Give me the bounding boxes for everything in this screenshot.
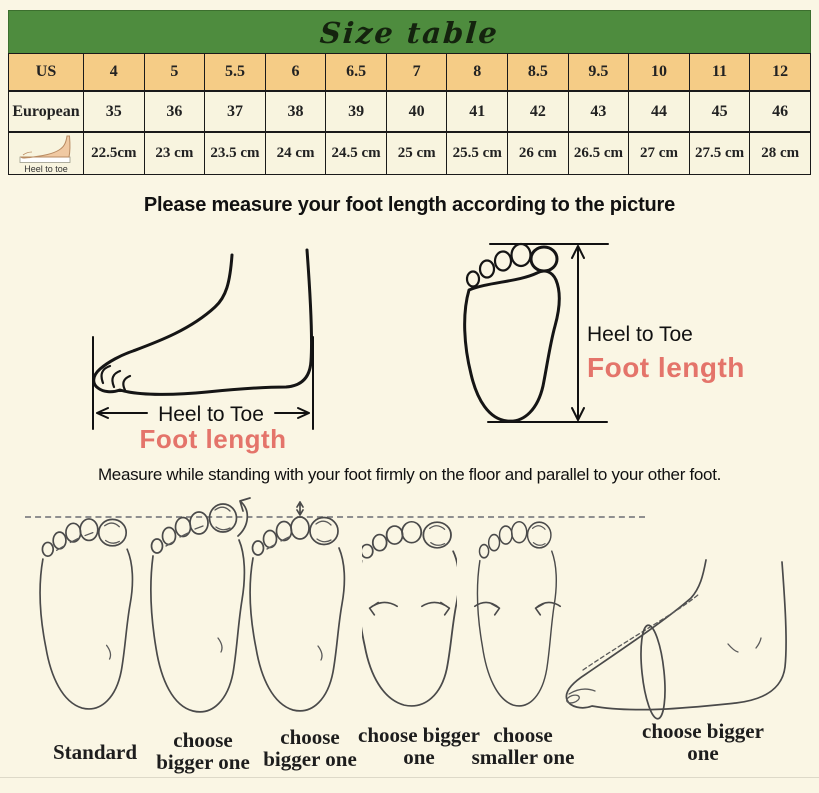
- size-table-banner: [8, 10, 811, 55]
- us-size-cell: 11: [689, 54, 750, 92]
- footprint-toe-over-line: [148, 496, 254, 728]
- footprint-gap-mark: [248, 496, 348, 728]
- eu-size-cell: 36: [144, 91, 205, 132]
- us-row: [9, 54, 811, 92]
- foot-length-label-left: Foot length: [139, 424, 287, 454]
- fit-label-bigger-2: choose bigger one: [263, 725, 357, 771]
- foot-length-label-right: Foot length: [587, 352, 745, 383]
- cm-cell: 23.5 cm: [205, 132, 266, 175]
- us-size-cell: 8: [447, 54, 508, 92]
- cm-cell: 27 cm: [629, 132, 690, 175]
- eu-size-cell: 44: [629, 91, 690, 132]
- footprint-wide: [362, 496, 457, 728]
- eu-size-cell: 45: [689, 91, 750, 132]
- us-size-cell: 10: [629, 54, 690, 92]
- us-row-header: US: [9, 54, 84, 92]
- measure-heading: Please measure your foot length according to the picture: [143, 194, 676, 216]
- us-size-cell: 7: [386, 54, 447, 92]
- footprint-standard: [38, 496, 136, 728]
- cm-cell: 27.5 cm: [689, 132, 750, 175]
- heel-to-toe-row: [9, 132, 811, 175]
- heel-caption: Heel to toe: [24, 163, 68, 174]
- eu-size-cell: 43: [568, 91, 629, 132]
- eu-size-cell: 37: [205, 91, 266, 132]
- eu-size-cell: 46: [750, 91, 811, 132]
- us-size-cell: 8.5: [508, 54, 569, 92]
- fit-label-bigger-1: choose bigger one: [156, 728, 250, 774]
- european-row-header: European: [9, 91, 84, 132]
- fit-label-standard: Standard: [52, 740, 138, 764]
- eu-size-cell: 40: [386, 91, 447, 132]
- size-table: [8, 53, 811, 175]
- cm-cell: 23 cm: [144, 132, 205, 175]
- us-size-cell: 6.5: [326, 54, 387, 92]
- foot-girth-diagram: [556, 552, 792, 722]
- fit-label-bigger-3: choose bigger one: [358, 723, 480, 769]
- heel-row-header: [9, 132, 84, 175]
- eu-size-cell: 35: [84, 91, 145, 132]
- foot-side-view-diagram: [85, 245, 321, 437]
- foot-side-icon: [17, 134, 75, 164]
- fit-label-bigger-4: choose bigger one: [642, 719, 764, 765]
- cm-cell: 28 cm: [750, 132, 811, 175]
- cm-cell: 24.5 cm: [326, 132, 387, 175]
- cm-cell: 26.5 cm: [568, 132, 629, 175]
- footprint-narrow: [470, 496, 565, 728]
- standing-note: Measure while standing with your foot firmly on the floor and parallel to your other foot.: [97, 465, 722, 484]
- cm-cell: 25 cm: [386, 132, 447, 175]
- heel-to-toe-label-right: Heel to Toe: [587, 323, 693, 346]
- page-title: Size table: [318, 15, 501, 50]
- cm-cell: 24 cm: [265, 132, 326, 175]
- us-size-cell: 6: [265, 54, 326, 92]
- us-size-cell: 4: [84, 54, 145, 92]
- cm-cell: 22.5cm: [84, 132, 145, 175]
- european-row: [9, 91, 811, 132]
- eu-size-cell: 39: [326, 91, 387, 132]
- eu-size-cell: 41: [447, 91, 508, 132]
- heel-to-toe-arrow-label: Heel to Toe: [158, 403, 264, 426]
- us-size-cell: 12: [750, 54, 811, 92]
- us-size-cell: 5.5: [205, 54, 266, 92]
- cm-cell: 25.5 cm: [447, 132, 508, 175]
- eu-size-cell: 38: [265, 91, 326, 132]
- fit-label-smaller: choose smaller one: [471, 723, 575, 769]
- cm-cell: 26 cm: [508, 132, 569, 175]
- bottom-divider: [0, 777, 819, 778]
- us-size-cell: 5: [144, 54, 205, 92]
- us-size-cell: 9.5: [568, 54, 629, 92]
- eu-size-cell: 42: [508, 91, 569, 132]
